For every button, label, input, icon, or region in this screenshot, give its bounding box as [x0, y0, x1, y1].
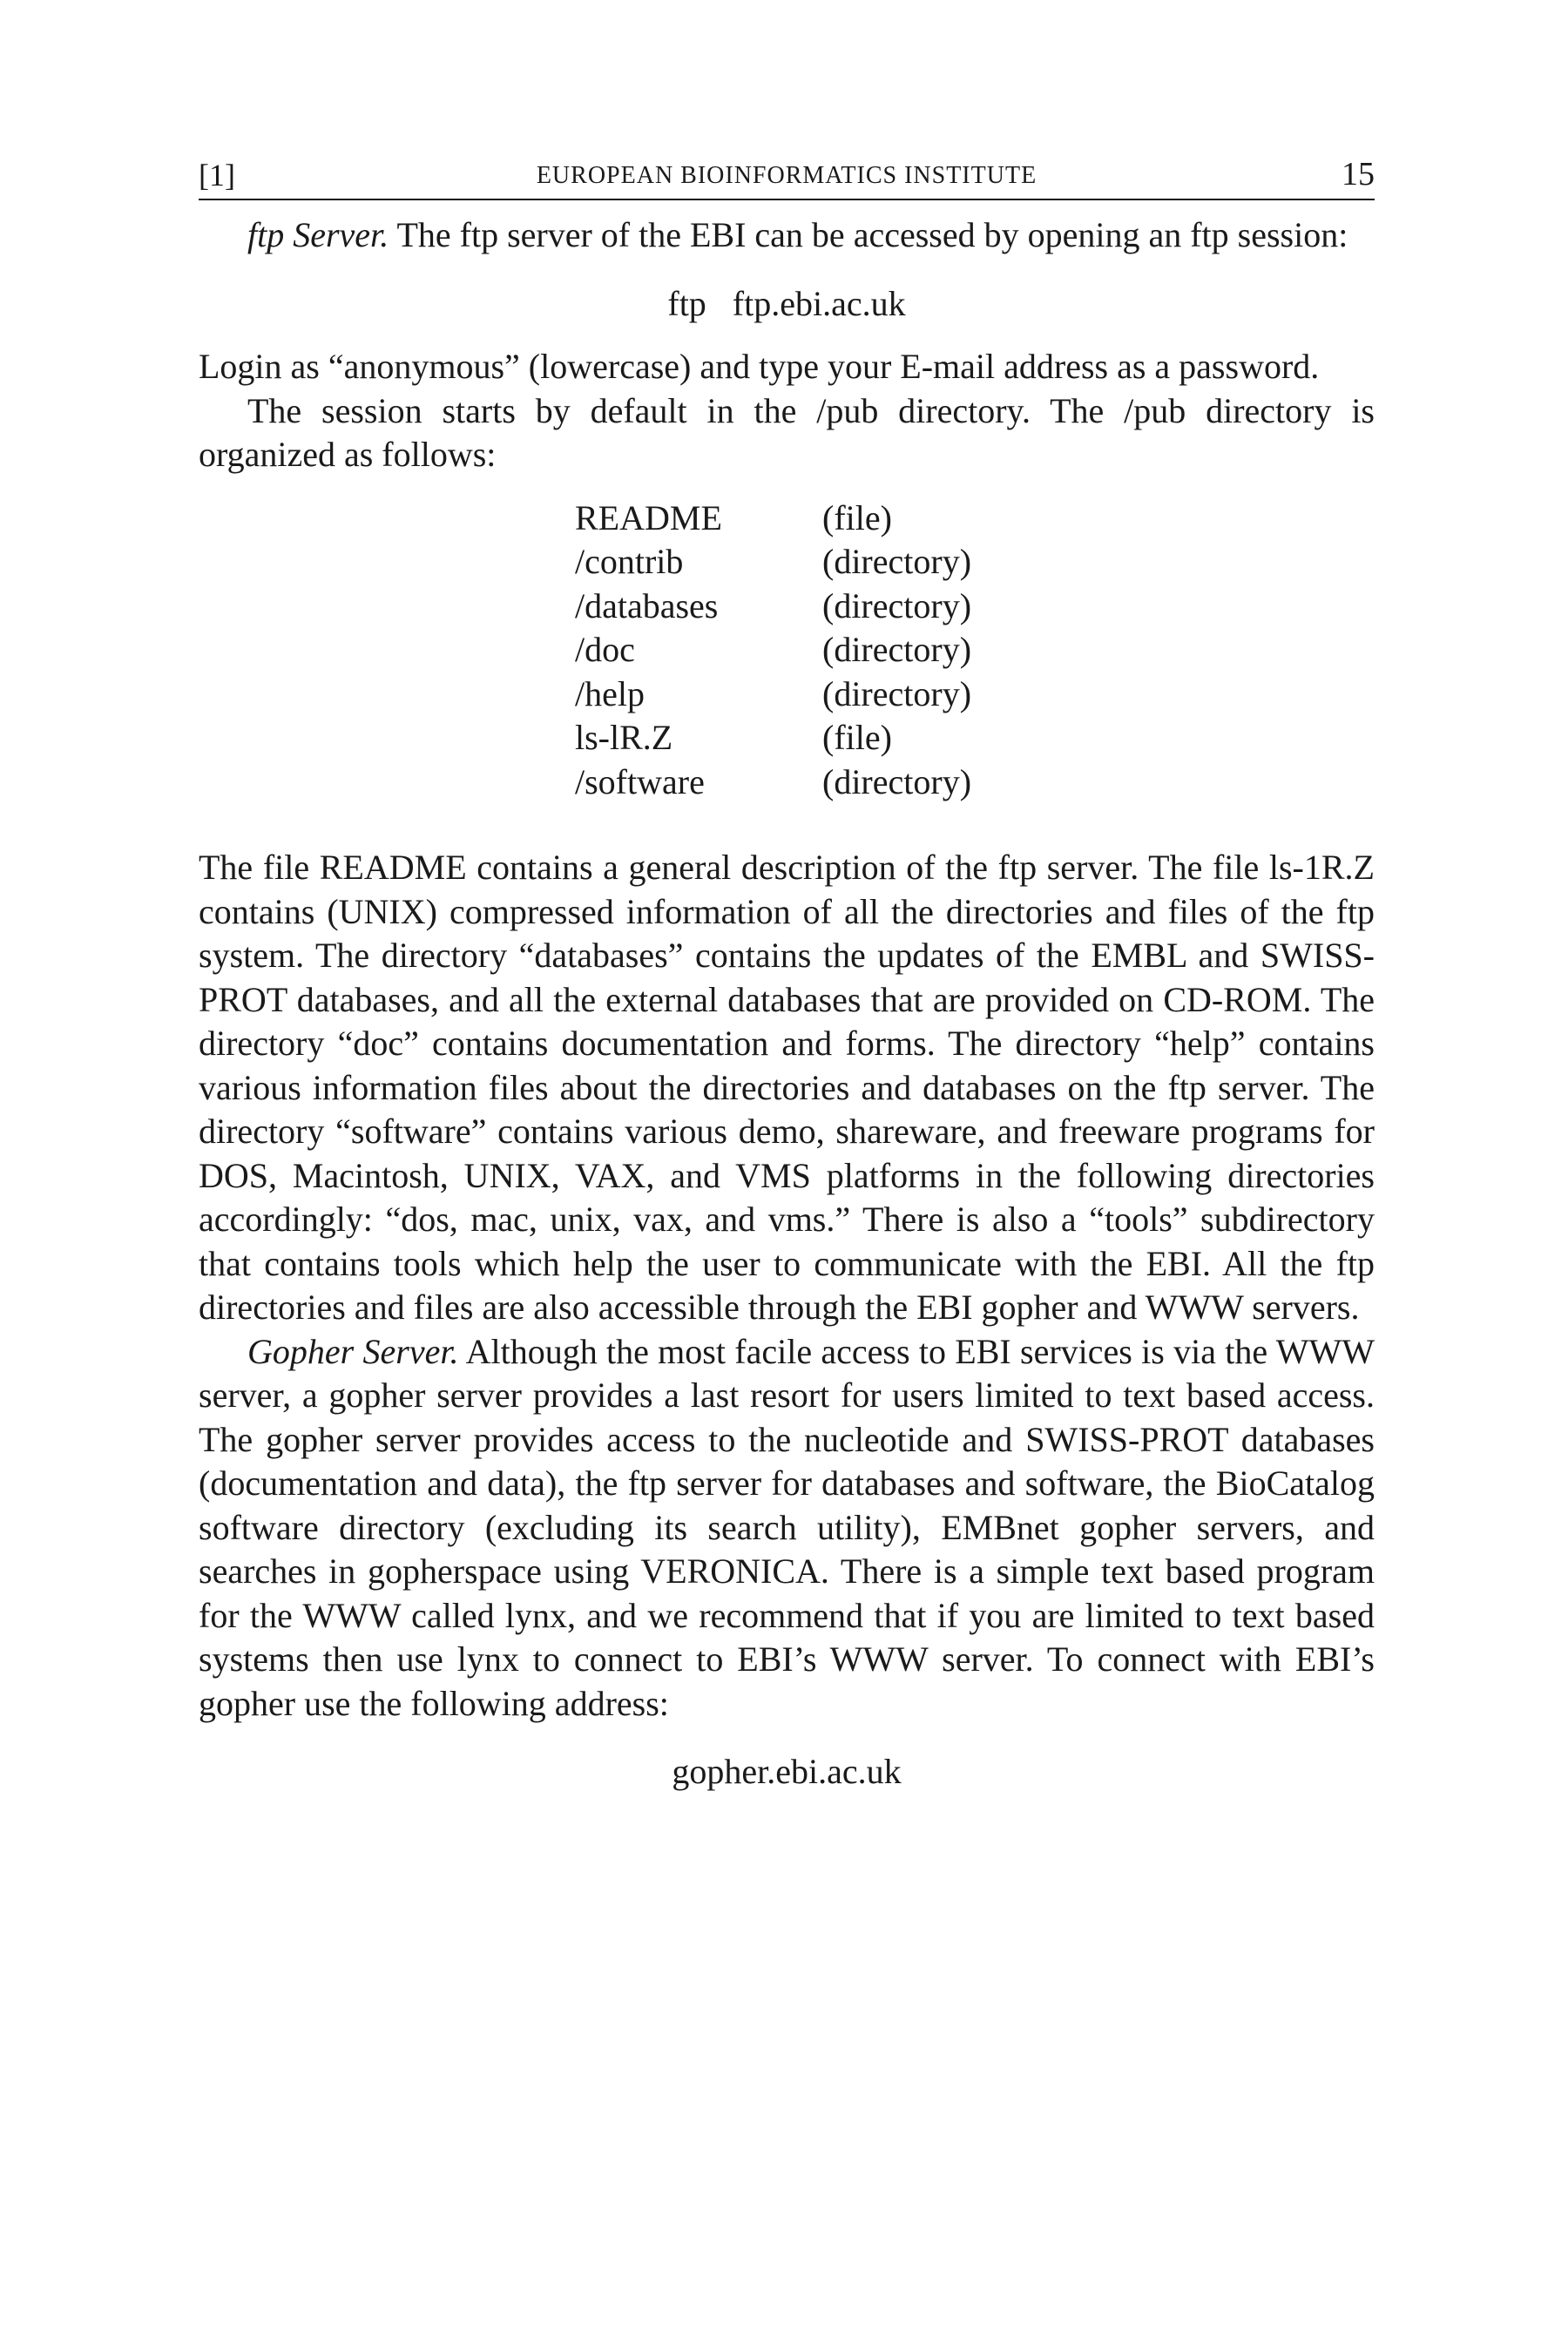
gopher-text: Although the most facile access to EBI services is via the WWW server, a gopher server provides a last resort for users limited to text based access. The gopher server provides access to the nucleotide and SWISS-PROT databases (documentation and data), the ftp server for databases and software, the BioCatalog software directory (excluding its search utility), EMBnet gopher servers, and searches in gopherspace using VERONICA. There is a simple text based program for the WWW called lynx, and we recommend that if you are limited to text based systems then use lynx to connect to EBI’s WWW server. To connect with EBI’s gopher use the following address: — [199, 1331, 1375, 1723]
directory-row — [199, 497, 1375, 541]
directory-entry-name: /doc — [575, 630, 635, 669]
ftp-intro-paragraph — [199, 213, 1375, 258]
ftp-session-paragraph: The session starts by default in the /pub directory. The /pub directory is organized as follows: — [199, 390, 1375, 474]
running-header — [199, 146, 1375, 200]
directory-row — [199, 585, 1375, 629]
ftp-intro-text: The ftp server of the EBI can be accessed by opening an ftp session: — [396, 215, 1348, 254]
page-number: 15 — [1342, 156, 1375, 193]
directory-entry-type: (directory) — [822, 761, 972, 801]
ftp-command: ftp ftp.ebi.ac.uk — [667, 283, 906, 323]
chapter-number: [1] — [199, 158, 235, 193]
directory-entry-type: (directory) — [822, 542, 972, 581]
directory-entry-name: README — [575, 497, 722, 537]
directory-entry-type: (file) — [822, 718, 892, 757]
directory-entry-name: /software — [575, 761, 705, 801]
directory-row — [199, 716, 1375, 760]
directory-row — [199, 540, 1375, 585]
page-body — [199, 213, 1375, 1794]
directory-row — [199, 760, 1375, 805]
directory-entry-name: /databases — [575, 585, 719, 625]
directory-entry-name: ls-lR.Z — [575, 718, 673, 757]
running-title: EUROPEAN BIOINFORMATICS INSTITUTE — [536, 162, 1037, 189]
directory-entry-type: (directory) — [822, 585, 972, 625]
directory-entry-name: /contrib — [575, 542, 684, 581]
directory-entry-type: (directory) — [822, 673, 972, 713]
directory-row — [199, 628, 1375, 672]
ftp-section-heading: ftp Server. — [247, 215, 389, 254]
gopher-paragraph — [199, 1330, 1375, 1727]
ftp-description-paragraph: The file README contains a general description of the ftp server. The file ls-1R.Z contains (UNIX) compressed information of all the directories and files of the ftp system. The directory “databases” contains the updates of the EMBL and SWISS-PROT databases, and all the external databases that are provided on CD-ROM. The directory “doc” contains documentation and forms. The directory “help” contains various information files about the directories and databases on the ftp server. The directory “software” contains various demo, shareware, and freeware programs for DOS, Macintosh, UNIX, VAX, and VMS platforms in the following directories accordingly: “dos, mac, unix, vax, and vms.” There is also a “tools” subdirectory that contains tools which help the user to communicate with the EBI. All the ftp directories and files are also accessible through the EBI gopher and WWW servers. — [199, 848, 1375, 1327]
gopher-address: gopher.ebi.ac.uk — [672, 1752, 902, 1791]
directory-row — [199, 672, 1375, 717]
gopher-section-heading: Gopher Server. — [247, 1331, 459, 1371]
directory-entry-type: (directory) — [822, 630, 972, 669]
directory-listing — [199, 497, 1375, 805]
directory-entry-type: (file) — [822, 497, 892, 537]
ftp-login-paragraph: Login as “anonymous” (lowercase) and type your E-mail address as a password. — [199, 347, 1320, 386]
directory-entry-name: /help — [575, 673, 645, 713]
